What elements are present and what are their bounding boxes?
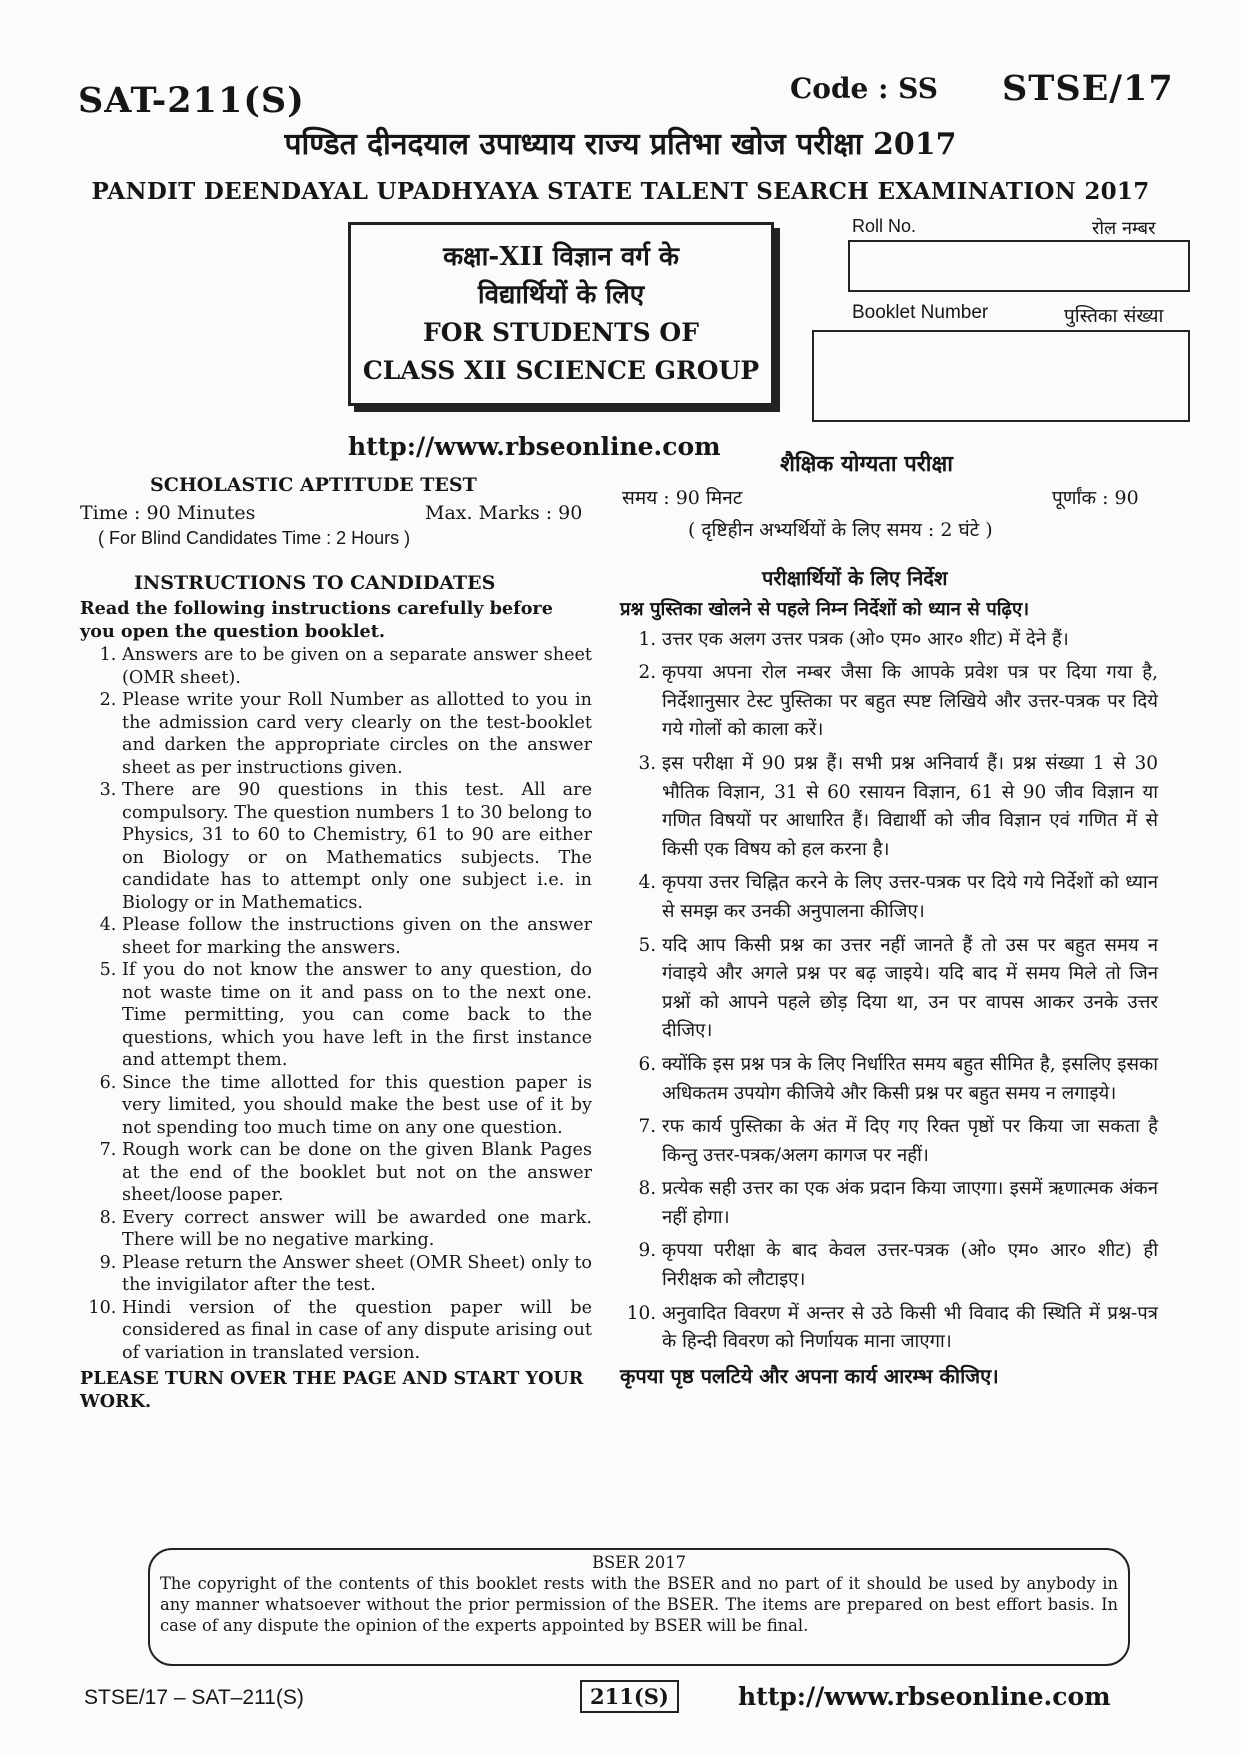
instruction-item: 7. रफ कार्य पुस्तिका के अंत में दिए गए रिक्त पृष्ठों पर किया जा सकता है किन्तु उत्तर-पत्रक/अलग कागज पर नहीं। [662,1113,1158,1170]
instructions-heading-hindi: परीक्षार्थियों के लिए निर्देश [762,566,948,590]
instruction-item: 3. इस परीक्षा में 90 प्रश्न हैं। सभी प्रश्न अनिवार्य हैं। प्रश्न संख्या 1 से 30 भौतिक विज्ञान, 31 से 60 रसायन विज्ञान, 61 से 90 जीव विज्ञान या गणित विषयों पर आधारित हैं। विद्यार्थी को जीव विज्ञान एवं गणित में से किसी एक विषय को हल करना है। [662,750,1158,864]
exam-code: Code : SS [790,72,939,105]
instruction-item: 2. कृपया अपना रोल नम्बर जैसा कि आपके प्रवेश पत्र पर दिया गया है, निर्देशानुसार टेस्ट पुस्तिका पर बहुत स्पष्ट लिखिये और उत्तर-पत्रक पर दिये गये गोलों को काला करें। [662,659,1158,745]
booklet-number-field[interactable] [812,330,1190,422]
instructions-english [80,598,592,1413]
instruction-item: 4. कृपया उत्तर चिह्नित करने के लिए उत्तर-पत्रक पर दिये गये निर्देशों को ध्यान से समझ कर उनकी अनुपालना कीजिए। [662,869,1158,926]
instruction-item: 9. कृपया परीक्षा के बाद केवल उत्तर-पत्रक (ओ० एम० आर० शीट) ही निरीक्षक को लौटाइए। [662,1237,1158,1294]
test-name-hindi: शैक्षिक योग्यता परीक्षा [780,451,953,477]
instruction-item: 5. If you do not know the answer to any question, do not waste time on it and pass on to the next one. Time permitting, you can come back to the questions, which you have left in the first instance and attempt them. [122,959,592,1072]
class-line2-hindi: विद्यार्थियों के लिए [477,280,645,310]
website-url-footer[interactable]: http://www.rbseonline.com [738,1682,1111,1711]
turn-over-english: PLEASE TURN OVER THE PAGE AND START YOUR WORK. [80,1368,584,1412]
instruction-item: 7. Rough work can be done on the given Blank Pages at the end of the booklet but not on the answer sheet/loose paper. [122,1139,592,1207]
roll-number-label-hindi: रोल नम्बर [1092,218,1156,239]
copyright-body: The copyright of the contents of this booklet rests with the BSER and no part of it should be used by anybody in any manner whatsoever without the prior permission of the BSER. The items are prepared on best effort basis. In case of any dispute the opinion of the experts appointed by BSER will be final. [160,1574,1118,1635]
instructions-intro-english: Read the following instructions carefully before you open the question booklet. [80,598,553,642]
footer-page-code: 211(S) [580,1680,679,1713]
instruction-item: 1. Answers are to be given on a separate answer sheet (OMR sheet). [122,644,592,689]
footer-code: STSE/17 – SAT–211(S) [84,1686,304,1709]
class-info-box [348,222,774,406]
max-marks-english: Max. Marks : 90 [425,502,583,524]
instruction-item: 3. There are 90 questions in this test. All are compulsory. The question numbers 1 to 30 belong to Physics, 31 to 60 to Chemistry, 61 to 90 are either on Biology or on Mathematics subjects. The candidate has to attempt only one subject i.e. in Biology or in Mathematics. [122,779,592,914]
roll-number-label: Roll No. [852,216,917,236]
booklet-number-label-hindi: पुस्तिका संख्या [1064,305,1164,327]
instruction-item: 10. अनुवादित विवरण में अन्तर से उठे किसी भी विवाद की स्थिति में प्रश्न-पत्र के हिन्दी विवरण को निर्णायक माना जाएगा। [662,1300,1158,1357]
instruction-item: 6. क्योंकि इस प्रश्न पत्र के लिए निर्धारित समय बहुत सीमित है, इसलिए इसका अधिकतम उपयोग कीजिये और किसी प्रश्न पर बहुत समय न लगाइये। [662,1051,1158,1108]
turn-over-hindi: कृपया पृष्ठ पलटिये और अपना कार्य आरम्भ कीजिए। [620,1363,999,1388]
instruction-item: 8. Every correct answer will be awarded one mark. There will be no negative marking. [122,1207,592,1252]
instructions-intro-hindi: प्रश्न पुस्तिका खोलने से पहले निम्न निर्देशों को ध्यान से पढ़िए। [620,599,1030,620]
blind-time-hindi: ( दृष्टिहीन अभ्यर्थियों के लिए समय : 2 घंटे ) [688,519,993,541]
instruction-item: 5. यदि आप किसी प्रश्न का उत्तर नहीं जानते हैं तो उस पर बहुत समय न गंवाइये और अगले प्रश्न पर बढ़ जाइये। यदि बाद में समय मिले तो जिन प्रश्नों को आपने पहले छोड़ दिया था, उन पर वापस आकर उनके उत्तर दीजिए। [662,932,1158,1046]
class-line2-english: CLASS XII SCIENCE GROUP [362,356,760,385]
instruction-item: 6. Since the time allotted for this question paper is very limited, you should make the best use of it by not spending too much time on any one question. [122,1072,592,1140]
instruction-item: 8. प्रत्येक सही उत्तर का एक अंक प्रदान किया जाएगा। इसमें ऋणात्मक अंकन नहीं होगा। [662,1175,1158,1232]
roll-number-field[interactable] [848,240,1190,292]
max-marks-hindi: पूर्णांक : 90 [1052,487,1139,509]
instruction-item: 1. उत्तर एक अलग उत्तर पत्रक (ओ० एम० आर० शीट) में देने हैं। [662,626,1158,655]
exam-title-english: PANDIT DEENDAYAL UPADHYAYA STATE TALENT SEARCH EXAMINATION 2017 [91,178,1150,205]
series-code: STSE/17 [1002,68,1174,109]
instruction-item: 2. Please write your Roll Number as allotted to you in the admission card very clearly on the test-booklet and darken the appropriate circles on the answer sheet as per instructions given. [122,689,592,779]
website-url-top[interactable]: http://www.rbseonline.com [348,432,721,461]
instructions-heading-english: INSTRUCTIONS TO CANDIDATES [134,572,496,594]
instruction-item: 4. Please follow the instructions given on the answer sheet for marking the answers. [122,914,592,959]
exam-title-hindi: पण्डित दीनदयाल उपाध्याय राज्य प्रतिभा खोज परीक्षा 2017 [284,127,957,162]
instruction-item: 9. Please return the Answer sheet (OMR Sheet) only to the invigilator after the test. [122,1252,592,1297]
booklet-number-label: Booklet Number [852,302,989,323]
instructions-list-hindi [620,626,1158,1357]
instructions-hindi [620,596,1158,1390]
copyright-notice [148,1548,1130,1666]
time-english: Time : 90 Minutes [80,502,256,524]
instruction-item: 10. Hindi version of the question paper will be considered as final in case of any dispute arising out of variation in translated version. [122,1297,592,1365]
instructions-list-english [80,644,592,1364]
class-line1-hindi: कक्षा-XII विज्ञान वर्ग के [443,242,679,272]
paper-code: SAT-211(S) [78,80,305,121]
test-name-english: SCHOLASTIC APTITUDE TEST [150,474,477,496]
class-line1-english: FOR STUDENTS OF [423,318,699,347]
copyright-title: BSER 2017 [592,1553,686,1572]
time-hindi: समय : 90 मिनट [622,487,743,509]
blind-time-english: ( For Blind Candidates Time : 2 Hours ) [98,528,411,548]
